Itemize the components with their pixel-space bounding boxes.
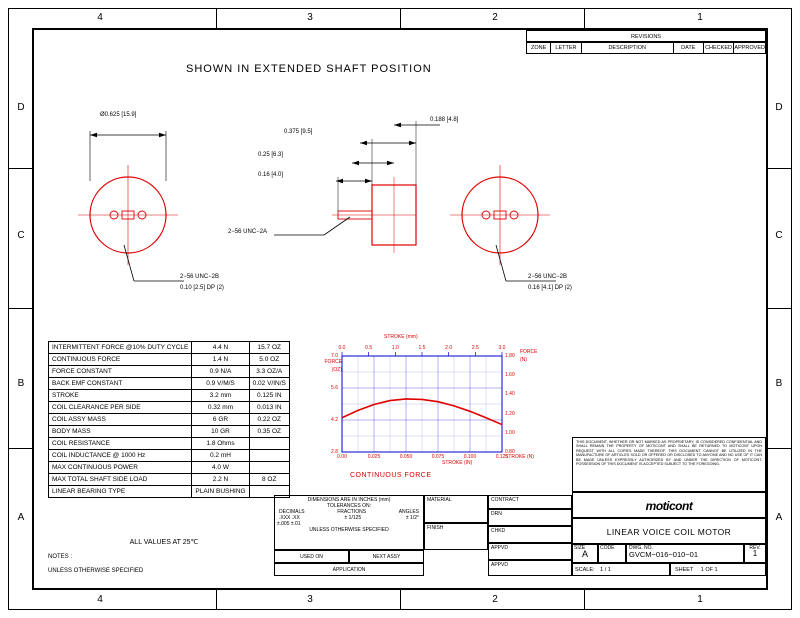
chart-top-axis-label: STROKE (mm) [384,334,418,340]
zone-bottom-4: 4 [97,594,103,605]
zone-right-a: A [775,512,783,523]
notes-line-1: UNLESS OTHERWISE SPECIFIED [48,568,144,574]
callout-right-line2: 0.16 [4.1] DP (2) [528,285,572,291]
zone-top-4: 4 [97,12,103,23]
spec-value-metric: 0.32 mm [192,402,249,414]
revisions-header-checked: CHECKED [703,43,734,54]
tolerance-title: DIMENSIONS ARE IN INCHES (mm) [307,497,391,503]
tolerance-block [274,495,424,550]
chart-xtick-1: 0.025 [367,454,381,460]
chart-xtick-5: 0.125 [495,454,509,460]
table-row [49,378,290,390]
chart-right-axis-label: FORCE (N) [520,349,538,363]
tol-col-angles: ANGLES [398,509,419,515]
chart-toptick-6: 3.0 [498,345,506,351]
revisions-title-cell [526,30,766,42]
rev-cell [744,544,766,563]
spec-label: COIL CLEARANCE PER SIDE [49,402,192,414]
chart-righttick-5: 1.80 [505,353,515,359]
chart-title: CONTINUOUS FORCE [350,472,432,479]
size-label: SIZE [574,545,586,551]
zone-right-b: B [775,378,783,389]
proprietary-note: THIS DOCUMENT, WHETHER OR NOT MARKED AS PROPRIETARY, IS CONSIDERED CONFIDENTIAL AND SHALL REMAIN THE PROPERTY OF MOTICONT AND SHALL BE RETURNED TO MOTICONT UPON REQUEST WITH ALL COPIES MADE THEREOF. THIS DOCUMENT CANNOT BE UTILIZED IN THE MANUFACTURE OF ARTICLES SOLD OR OFFERED OR DISCLOSED TO ANYONE AND NO USE OF IT CAN BE MADE UNLESS EXPRESSLY AUTHORIZED BY AND UNDER THE DIRECTION OF MOTICONT. POSSESSION OF THIS DOCUMENT IS ACCEPTED SUBJECT TO THE FOREGOING. [572,437,766,492]
frame-tick [8,448,32,449]
chart-toptick-3: 1.5 [418,345,426,351]
dim-0188: 0.188 [4.8] [430,117,459,123]
spec-value-metric: 3.2 mm [192,390,249,402]
spec-value-metric: 2.2 N [192,474,249,486]
spec-value-imperial: 3.3 OZ/A [249,366,289,378]
chart-ytick-2: 5.6 [331,385,338,391]
table-row [49,426,290,438]
specifications-table [48,341,290,498]
spec-value-metric: 4.0 W [192,462,249,474]
spec-value-metric: 10 GR [192,426,249,438]
tol-unless: UNLESS OTHERWISE SPECIFIED [309,527,389,533]
spec-label: MAX TOTAL SHAFT SIDE LOAD [49,474,192,486]
tol-val-decimals: .XXX .XX [279,515,300,521]
drawing-note-title: SHOWN IN EXTENDED SHAFT POSITION [186,63,432,75]
spec-value-imperial: 0.013 IN [249,402,289,414]
dwg-no-cell [626,544,744,563]
dwg-label: DWG. NO. [629,545,653,551]
spec-value-metric: 1.4 N [192,354,249,366]
sheet-cell [670,563,766,576]
chart-xtick-3: 0.075 [431,454,445,460]
part-title-cell [572,518,766,544]
chart-toptick-0: 0.0 [338,345,346,351]
spec-value-imperial: 15.7 OZ [249,342,289,354]
zone-bottom-3: 3 [307,594,313,605]
table-row [49,366,290,378]
table-row [49,402,290,414]
table-row [49,438,290,450]
chart-toptick-5: 2.5 [471,345,479,351]
spec-value-metric: 6 GR [192,414,249,426]
appvd2-cell: APPVD [488,560,572,576]
tolerance-sub: TOLERANCES ON: [326,503,372,509]
callout-left-line1: 2−56 UNC−2B [180,274,220,280]
zone-top-2: 2 [492,12,498,23]
spec-value-imperial [249,438,289,450]
zone-top-1: 1 [697,12,703,23]
sheet-value: 1 OF 1 [700,567,718,573]
scale-label: SCALE: [575,567,595,573]
chart-ytick-0: 2.8 [331,449,338,455]
zone-left-b: B [17,378,25,389]
chart-xtick-4: 0.100 [463,454,477,460]
spec-label: CONTINUOUS FORCE [49,354,192,366]
chkd-cell: CHKD [488,526,572,543]
frame-tick [768,308,792,309]
appvd1-cell: APPVD [488,543,572,560]
application-cell: APPLICATION [274,563,424,576]
spec-value-imperial: 0.35 OZ [249,426,289,438]
continuous-force-chart [292,334,562,484]
code-cell [598,544,626,563]
revisions-header-description: DESCRIPTION [581,43,673,54]
zone-bottom-2: 2 [492,594,498,605]
size-cell [572,544,598,563]
rev-value: 1 [752,549,758,558]
chart-righttick-3: 1.40 [505,391,515,398]
tol-col-fractions: FRACTIONS [337,509,367,515]
chart-ytick-1: 4.2 [331,417,338,423]
table-row [49,390,290,402]
zone-right-c: C [775,230,783,241]
contract-cell: CONTRACT [488,495,572,509]
table-row [49,474,290,486]
chart-righttick-1: 1.00 [505,429,515,436]
frame-tick [8,308,32,309]
zone-top-3: 3 [307,12,313,23]
chart-xtick-0: 0.00 [337,454,347,460]
dim-diameter: Ø0.625 [15.9] [100,112,137,118]
spec-value-metric: 4.4 N [192,342,249,354]
frame-tick [216,590,217,610]
frame-tick [584,590,585,610]
chart-righttick-0: 0.80 [505,449,515,455]
spec-value-metric: PLAIN BUSHING [192,486,249,498]
frame-tick [584,8,585,28]
spec-value-metric: 1.8 Ohms [192,438,249,450]
chart-righttick-2: 1.20 [505,410,515,417]
spec-label: STROKE [49,390,192,402]
zone-left-c: C [17,230,25,241]
company-logo: moticont [645,499,693,513]
size-value: A [581,549,588,559]
spec-value-imperial: 0.125 IN [249,390,289,402]
chart-y-axis-label: FORCE (OZ) [324,359,342,373]
chart-toptick-1: 0.5 [365,345,373,351]
table-row [49,486,290,498]
chart-xtick-2: 0.050 [399,454,413,460]
revisions-header-approved: APPROVED [734,43,766,54]
chart-toptick-4: 2.0 [445,345,453,351]
chart-right-unit: STROKE (N) [505,454,534,460]
zone-left-d: D [17,102,25,113]
scale-cell [572,563,670,576]
part-views [60,95,580,315]
spec-label: LINEAR BEARING TYPE [49,486,192,498]
zone-left-a: A [17,512,25,523]
spec-label: BACK EMF CONSTANT [49,378,192,390]
frame-tick [768,168,792,169]
spec-label: INTERMITTENT FORCE @10% DUTY CYCLE [49,342,192,354]
dim-016: 0.16 [4.0] [258,172,284,178]
revisions-header-zone: ZONE [527,43,551,54]
drn-cell: DRN [488,509,572,526]
rev-label: REV. [749,545,761,551]
table-row [49,354,290,366]
part-title: LINEAR VOICE COIL MOTOR [606,527,732,537]
zone-bottom-1: 1 [697,594,703,605]
finish-cell: FINISH [424,523,488,550]
tol-val-fractions: ± 1/125 [344,515,362,521]
tol-col-decimals: DECIMALS [279,509,305,515]
chart-ytick-3: 7.0 [331,353,338,359]
spec-value-imperial: 0.02 V/IN/S [249,378,289,390]
sheet-label: SHEET [675,567,694,573]
spec-value-imperial: 5.0 OZ [249,354,289,366]
next-assy-cell: NEXT ASSY [349,550,424,563]
revisions-title: REVISIONS [631,34,661,40]
spec-table-footer: ALL VALUES AT 25℃ [129,539,199,546]
zone-right-d: D [775,102,783,113]
chart-x-axis-label: STROKE (IN) [442,460,473,466]
material-cell: MATERIAL [424,495,488,523]
spec-label: COIL RESISTANCE [49,438,192,450]
tol-extra: ±.005 ±.01 [277,521,301,527]
spec-label: BODY MASS [49,426,192,438]
spec-label: COIL ASSY MASS [49,414,192,426]
frame-tick [400,590,401,610]
dim-0375: 0.375 [9.5] [284,129,313,135]
frame-tick [8,168,32,169]
table-row [49,450,290,462]
chart-righttick-4: 1.60 [505,372,515,379]
used-on-cell: USED ON [274,550,349,563]
spec-value-imperial: 8 OZ [249,474,289,486]
scale-value: 1 / 1 [600,567,611,573]
dwg-no: GVCM−016−010−01 [629,550,699,559]
spec-value-imperial [249,450,289,462]
callout-left-line2: 0.10 [2.5] DP (2) [180,285,224,291]
table-row [49,414,290,426]
revisions-header-date: DATE [673,43,703,54]
spec-label: MAX CONTINUOUS POWER [49,462,192,474]
table-row [49,462,290,474]
spec-value-metric: 0.2 mH [192,450,249,462]
tol-val-angles: ± 1/2° [405,515,419,521]
chart-toptick-2: 1.0 [391,345,399,351]
spec-value-metric: 0.9 V/M/S [192,378,249,390]
callout-center-thread: 2−56 UNC−2A [228,229,268,235]
table-row [49,342,290,354]
spec-value-imperial: 0.22 OZ [249,414,289,426]
revisions-header-letter: LETTER [551,43,581,54]
spec-value-metric: 0.9 N/A [192,366,249,378]
frame-tick [400,8,401,28]
company-logo-cell [572,492,766,518]
spec-label: FORCE CONSTANT [49,366,192,378]
spec-value-imperial [249,462,289,474]
chart-svg [292,334,562,484]
revisions-table [526,42,766,54]
dim-025: 0.25 [6.3] [258,152,284,158]
spec-label: COIL INDUCTANCE @ 1000 Hz [49,450,192,462]
callout-right-line1: 2−56 UNC−2B [528,274,568,280]
notes-title: NOTES : [48,554,73,560]
frame-tick [216,8,217,28]
code-label: CODE [600,545,615,551]
frame-tick [768,448,792,449]
